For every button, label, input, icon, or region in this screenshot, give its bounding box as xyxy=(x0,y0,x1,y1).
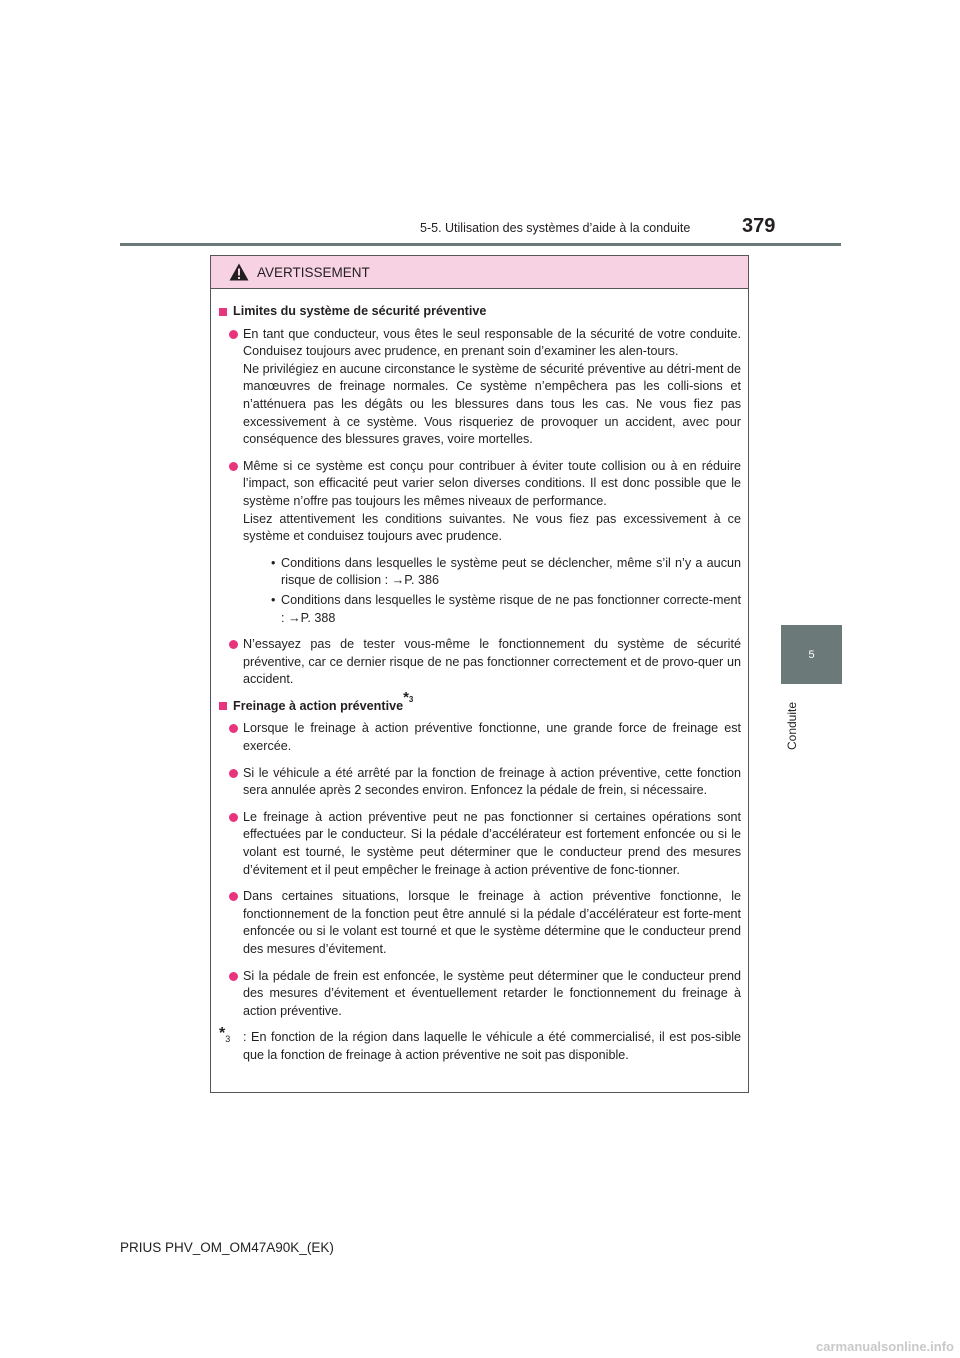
bullet-dot-icon xyxy=(229,724,238,733)
section-heading: Freinage à action préventive *3 xyxy=(219,698,741,716)
section-title: 5-5. Utilisation des systèmes d’aide à la conduite xyxy=(420,221,691,235)
warning-box xyxy=(210,255,749,1093)
paragraph: En tant que conducteur, vous êtes le seul responsable de la sécurité de votre conduite. Conduisez toujours avec prudence, en prenant soin d’examiner les alen-tours. xyxy=(243,326,741,359)
bullet-dot-icon xyxy=(229,769,238,778)
list-item xyxy=(219,636,741,689)
document-code: PRIUS PHV_OM_OM47A90K_(EK) xyxy=(120,1240,334,1255)
footnote-ref: *3 xyxy=(403,688,414,706)
warning-triangle-icon xyxy=(229,263,249,281)
paragraph: Lorsque le freinage à action préventive fonctionne, une grande force de freinage est exercée. xyxy=(243,721,741,754)
chapter-label: Conduite xyxy=(785,701,799,750)
paragraph: Même si ce système est conçu pour contribuer à éviter toute collision ou à en réduire l’impact, son efficacité peut varier selon diverses conditions. Il est donc possible que le système n’offre pas toujours les mêmes niveaux de performance. xyxy=(243,458,741,508)
section-heading: Limites du système de sécurité préventive xyxy=(219,303,741,321)
chapter-tab xyxy=(781,625,842,684)
watermark: carmanualsonline.info xyxy=(816,1339,954,1354)
warning-body xyxy=(211,289,748,1065)
sub-list-item xyxy=(243,555,741,590)
list-item xyxy=(219,720,741,755)
list-item xyxy=(219,888,741,958)
footnote-mark: $*_3$ xyxy=(219,1025,231,1045)
sub-bullet-icon: • xyxy=(271,592,276,607)
paragraph: Le freinage à action préventive peut ne pas fonctionner si certaines opérations sont effectuées par le conducteur. Si la pédale d’accélérateur est fortement enfoncée ou si le volant est tourné, le système peut déterminer que le conducteur prend des mesures d’évitement et il peut empêcher le freinage à action préventive de fonc-tionner. xyxy=(243,809,741,877)
cross-reference: Conditions dans lesquelles le système risque de ne pas fonctionner correcte-ment : →P. 388 xyxy=(281,592,741,625)
list-item xyxy=(219,326,741,449)
footnote xyxy=(219,1025,741,1064)
page-number: 379 xyxy=(742,215,776,237)
bullet-dot-icon xyxy=(229,640,238,649)
sub-list-item xyxy=(243,592,741,627)
bullet-dot-icon xyxy=(229,813,238,822)
list-item xyxy=(219,968,741,1021)
paragraph: Lisez attentivement les conditions suivantes. Ne vous fiez pas excessivement à ce système et conduisez toujours avec prudence. xyxy=(243,511,741,544)
list-item xyxy=(219,809,741,879)
bullet-dot-icon xyxy=(229,330,238,339)
paragraph: Dans certaines situations, lorsque le freinage à action préventive fonctionne, le fonctionnement de la fonction peut être annulé si la pédale d’accélérateur est forte-ment enfoncée ou si le volant est tourné et que le système détermine que le conducteur prend des mesures d’évitement. xyxy=(243,889,741,956)
footnote-text: : En fonction de la région dans laquelle le véhicule a été commercialisé, il est pos-sible que la fonction de freinage à action préventive ne soit pas disponible. xyxy=(243,1030,741,1062)
paragraph: Ne privilégiez en aucune circonstance le système de sécurité préventive au détri-ment de manœuvres de freinage normales. Ce système n’empêchera pas les colli-sions et n’atténuera pas les dégâts ou les blessures dans tous les cas. Ne vous fiez pas excessivement à ce système. Vous risqueriez de provoquer un accident, avec pour conséquence des blessures graves, voire mortelles. xyxy=(243,361,741,447)
header-rule xyxy=(120,243,841,246)
list-item xyxy=(219,458,741,627)
chapter-number: 5 xyxy=(808,648,815,661)
square-bullet-icon xyxy=(219,308,227,316)
square-bullet-icon xyxy=(219,702,227,710)
bullet-dot-icon xyxy=(229,972,238,981)
bullet-dot-icon xyxy=(229,892,238,901)
bullet-dot-icon xyxy=(229,462,238,471)
warning-title: AVERTISSEMENT xyxy=(257,264,370,280)
paragraph: Si la pédale de frein est enfoncée, le système peut déterminer que le conducteur prend des mesures d’évitement et éventuellement retarder le fonctionnement du freinage à action préventive. xyxy=(243,968,741,1018)
paragraph: Si le véhicule a été arrêté par la fonction de freinage à action préventive, cette fonction sera annulée après 2 secondes environ. Enfoncez la pédale de frein, si nécessaire. xyxy=(243,765,741,798)
list-item xyxy=(219,765,741,800)
cross-reference: Conditions dans lesquelles le système peut se déclencher, même s’il n’y a aucun risque de collision : →P. 386 xyxy=(281,555,741,588)
paragraph: N’essayez pas de tester vous-même le fonctionnement du système de sécurité préventive, car ce dernier risque de ne pas fonctionner correctement et de provo-quer un accident. xyxy=(243,637,741,687)
warning-header xyxy=(211,256,748,289)
sub-bullet-icon: • xyxy=(271,555,276,570)
